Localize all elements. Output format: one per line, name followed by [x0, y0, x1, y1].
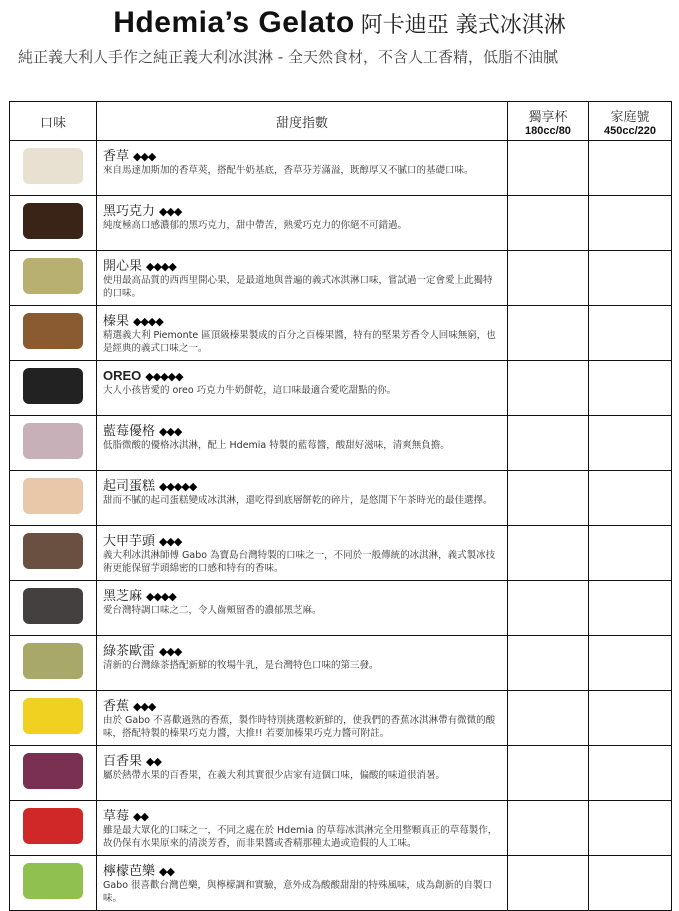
flavor-name: 香蕉 — [103, 699, 130, 714]
flavor-description: 清新的台灣綠茶搭配新鮮的牧場牛乳，是台灣特色口味的第三發。 — [103, 660, 379, 671]
flavor-photo — [23, 368, 83, 404]
family-order-cell[interactable] — [589, 251, 672, 306]
flavor-image-cell — [10, 691, 97, 746]
menu-table — [9, 101, 672, 911]
flavor-photo — [23, 313, 83, 349]
page-title — [0, 6, 679, 40]
flavor-photo — [23, 808, 83, 844]
sweetness-rating: ◆◆◆◆ — [146, 260, 176, 273]
flavor-info — [97, 251, 508, 306]
flavor-name: 大甲芋頭 — [103, 534, 156, 549]
flavor-photo — [23, 203, 83, 239]
flavor-name: OREO — [103, 368, 142, 383]
sweetness-rating: ◆◆◆ — [159, 205, 182, 218]
table-row — [10, 636, 672, 691]
flavor-image-cell — [10, 856, 97, 911]
flavor-image-cell — [10, 581, 97, 636]
flavor-info — [97, 581, 508, 636]
family-order-cell[interactable] — [589, 746, 672, 801]
flavor-name: 藍莓優格 — [103, 424, 156, 439]
sweetness-rating: ◆◆ — [146, 755, 161, 768]
family-label: 家庭號 — [610, 109, 650, 125]
flavor-photo — [23, 698, 83, 734]
flavor-name: 黑芝麻 — [103, 589, 143, 604]
family-order-cell[interactable] — [589, 581, 672, 636]
flavor-description: 純度極高口感濃郁的黑巧克力，甜中帶苦，熱愛巧克力的你絕不可錯過。 — [103, 220, 408, 231]
title-zh: 阿卡迪亞 義式冰淇淋 — [360, 13, 566, 38]
family-order-cell[interactable] — [589, 196, 672, 251]
family-price: 450cc/220 — [604, 124, 656, 137]
sweetness-rating: ◆◆◆◆ — [146, 590, 176, 603]
sweetness-rating: ◆◆◆◆◆ — [159, 480, 197, 493]
sweetness-rating: ◆◆◆◆ — [133, 315, 163, 328]
flavor-description: 來自馬達加斯加的香草莢，搭配牛奶基底，香草芬芳滿溢，既醇厚又不膩口的基礎口味。 — [103, 165, 474, 176]
cup-label: 獨享杯 — [528, 109, 568, 125]
flavor-image-cell — [10, 306, 97, 361]
flavor-image-cell — [10, 416, 97, 471]
flavor-info — [97, 856, 508, 911]
flavor-image-cell — [10, 251, 97, 306]
flavor-photo — [23, 863, 83, 899]
sweetness-rating: ◆◆◆ — [159, 425, 182, 438]
sweetness-rating: ◆◆◆ — [159, 645, 182, 658]
table-row — [10, 416, 672, 471]
sweetness-rating: ◆◆◆ — [133, 700, 156, 713]
family-order-cell[interactable] — [589, 361, 672, 416]
cup-order-cell[interactable] — [508, 856, 589, 911]
flavor-name: 草莓 — [103, 809, 130, 824]
cup-order-cell[interactable] — [508, 196, 589, 251]
flavor-photo — [23, 533, 83, 569]
flavor-image-cell — [10, 526, 97, 581]
header-sweetness: 甜度指數 — [97, 102, 508, 141]
flavor-description: 甜而不膩的起司蛋糕變成冰淇淋，還吃得到底層餅乾的碎片，是悠閒下午茶時光的最佳選擇。 — [103, 495, 493, 506]
flavor-description: 大人小孩皆愛的 oreo 巧克力牛奶餅乾，這口味最適合愛吃甜點的你。 — [103, 385, 397, 396]
flavor-description: 低脂微酸的優格冰淇淋，配上 Hdemia 特製的藍莓醬，酸甜好滋味，清爽無負擔。 — [103, 440, 450, 451]
family-order-cell[interactable] — [589, 801, 672, 856]
family-order-cell[interactable] — [589, 141, 672, 196]
flavor-description: 精選義大利 Piemonte 區頂級榛果製成的百分之百榛果醬，特有的堅果芳香令人回味無窮，也是經典的義式口味之一。 — [103, 330, 496, 354]
flavor-info — [97, 746, 508, 801]
sweetness-rating: ◆◆◆ — [159, 535, 182, 548]
table-row — [10, 691, 672, 746]
flavor-info — [97, 306, 508, 361]
flavor-description: 由於 Gabo 不喜歡過熟的香蕉，製作時特別挑選較新鮮的，使我們的香蕉冰淇淋帶有微微的酸味，搭配特製的榛果巧克力醬，大推!! 若要加榛果巧克力醬可附註。 — [103, 715, 496, 739]
flavor-photo — [23, 258, 83, 294]
family-order-cell[interactable] — [589, 636, 672, 691]
flavor-name: 起司蛋糕 — [103, 479, 156, 494]
cup-price: 180cc/80 — [525, 124, 571, 137]
table-row — [10, 361, 672, 416]
sweetness-rating: ◆◆ — [133, 810, 148, 823]
flavor-photo — [23, 588, 83, 624]
table-row — [10, 251, 672, 306]
header-family — [589, 102, 672, 141]
flavor-name: 百香果 — [103, 754, 143, 769]
flavor-image-cell — [10, 196, 97, 251]
flavor-image-cell — [10, 141, 97, 196]
table-row — [10, 141, 672, 196]
table-row — [10, 196, 672, 251]
table-row — [10, 581, 672, 636]
flavor-info — [97, 416, 508, 471]
flavor-photo — [23, 643, 83, 679]
cup-order-cell[interactable] — [508, 581, 589, 636]
family-order-cell[interactable] — [589, 691, 672, 746]
flavor-name: 綠茶歐雷 — [103, 644, 156, 659]
cup-order-cell[interactable] — [508, 801, 589, 856]
flavor-image-cell — [10, 746, 97, 801]
flavor-info — [97, 141, 508, 196]
flavor-image-cell — [10, 471, 97, 526]
table-row — [10, 801, 672, 856]
flavor-photo — [23, 478, 83, 514]
flavor-photo — [23, 148, 83, 184]
flavor-info — [97, 636, 508, 691]
flavor-description: 義大利冰淇淋師傅 Gabo 為寶島台灣特製的口味之一，不同於一般傳統的冰淇淋，義式製冰技術更能保留芋頭綿密的口感和特有的香味。 — [103, 550, 496, 574]
sweetness-rating: ◆◆◆◆◆ — [145, 370, 183, 383]
cup-order-cell[interactable] — [508, 636, 589, 691]
header-flavor: 口味 — [10, 102, 97, 141]
flavor-name: 檸檬芭樂 — [103, 864, 156, 879]
family-order-cell[interactable] — [589, 416, 672, 471]
flavor-photo — [23, 753, 83, 789]
cup-order-cell[interactable] — [508, 306, 589, 361]
sweetness-rating: ◆◆◆ — [133, 150, 156, 163]
family-order-cell[interactable] — [589, 526, 672, 581]
flavor-photo — [23, 423, 83, 459]
table-row — [10, 746, 672, 801]
cup-order-cell[interactable] — [508, 471, 589, 526]
flavor-image-cell — [10, 636, 97, 691]
cup-order-cell[interactable] — [508, 141, 589, 196]
flavor-description: 使用最高品質的西西里開心果，是最道地與普遍的義式冰淇淋口味，嘗試過一定會愛上此獨特的口味。 — [103, 275, 493, 299]
flavor-info — [97, 196, 508, 251]
flavor-description: Gabo 很喜歡台灣芭樂，與檸檬調和實驗，意外成為酸酸甜甜的特殊風味，成為創新的自製口味。 — [103, 880, 493, 904]
cup-order-cell[interactable] — [508, 416, 589, 471]
flavor-info — [97, 471, 508, 526]
cup-order-cell[interactable] — [508, 251, 589, 306]
cup-order-cell[interactable] — [508, 691, 589, 746]
flavor-info — [97, 361, 508, 416]
flavor-image-cell — [10, 801, 97, 856]
table-row — [10, 856, 672, 911]
cup-order-cell[interactable] — [508, 361, 589, 416]
family-order-cell[interactable] — [589, 471, 672, 526]
flavor-name: 香草 — [103, 149, 130, 164]
flavor-info — [97, 691, 508, 746]
flavor-image-cell — [10, 361, 97, 416]
family-order-cell[interactable] — [589, 856, 672, 911]
flavor-description: 雖是最大眾化的口味之一，不同之處在於 Hdemia 的草莓冰淇淋完全用整顆真正的草莓製作，故仍保有水果原來的清淡芳香，而非果醬或香精那種太過或造假的人工味。 — [103, 825, 498, 849]
table-row — [10, 306, 672, 361]
cup-order-cell[interactable] — [508, 526, 589, 581]
flavor-name: 榛果 — [103, 314, 130, 329]
flavor-name: 開心果 — [103, 259, 143, 274]
flavor-info — [97, 526, 508, 581]
flavor-name: 黑巧克力 — [103, 204, 156, 219]
sweetness-rating: ◆◆ — [159, 865, 174, 878]
header-cup — [508, 102, 589, 141]
cup-order-cell[interactable] — [508, 746, 589, 801]
subtitle: 純正義大利人手作之純正義大利冰淇淋 - 全天然食材，不含人工香精，低脂不油膩 — [18, 48, 558, 66]
flavor-info — [97, 801, 508, 856]
flavor-description: 愛台灣特調口味之二，令人齒頰留香的濃郁黑芝麻。 — [103, 605, 322, 616]
table-row — [10, 471, 672, 526]
family-order-cell[interactable] — [589, 306, 672, 361]
title-en: Hdemia’s Gelato — [113, 6, 355, 39]
table-row — [10, 526, 672, 581]
flavor-description: 屬於熱帶水果的百香果，在義大利其實很少店家有這個口味，偏酸的味道很消暑。 — [103, 770, 446, 781]
